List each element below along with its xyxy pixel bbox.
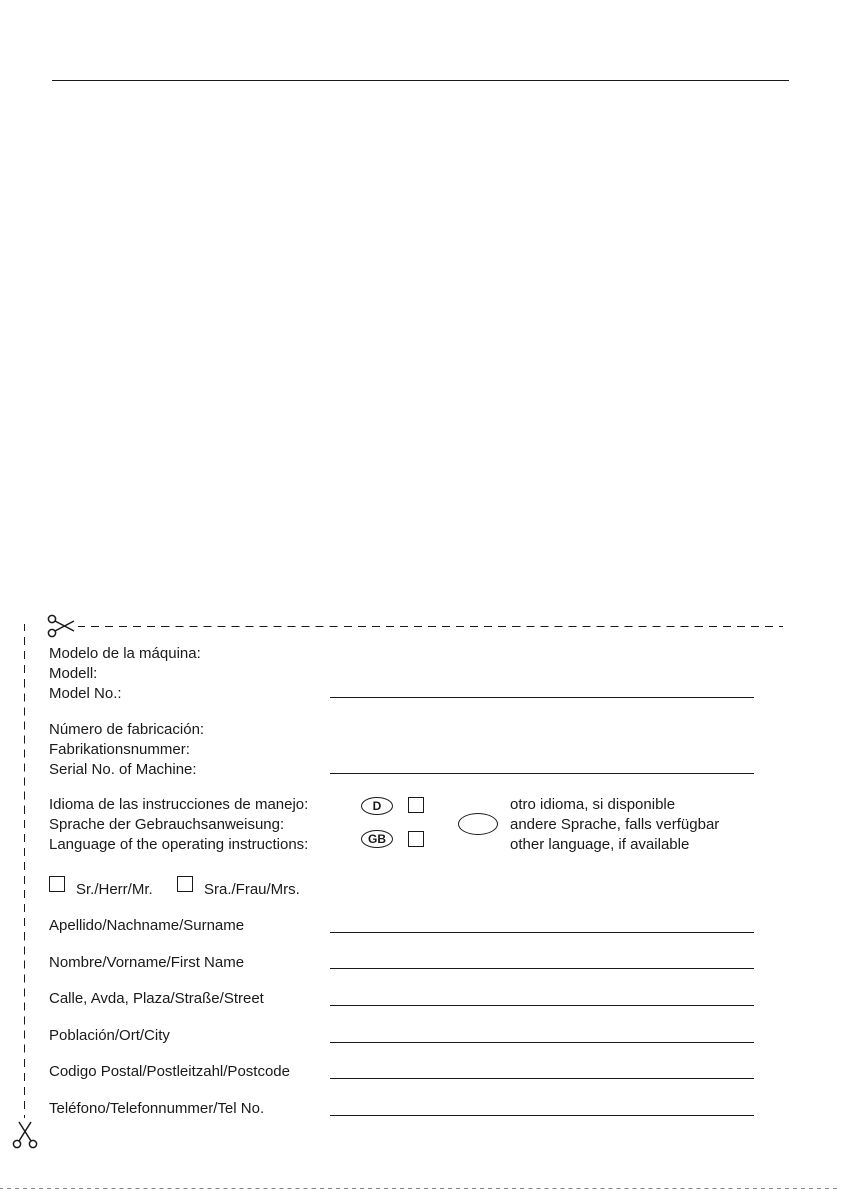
language-code-gb-badge: GB [361,830,393,848]
other-language-text-de: andere Sprache, falls verfügbar [510,816,720,833]
language-label-en: Language of the operating instructions: [49,836,309,853]
salutation-mrs-checkbox[interactable] [177,876,193,892]
serial-label-de: Fabrikationsnummer: [49,741,190,758]
model-label-en: Model No.: [49,685,122,702]
model-label-de: Modell: [49,665,98,682]
postcode-label: Codigo Postal/Postleitzahl/Postcode [49,1063,290,1080]
postcode-field-line[interactable] [330,1078,754,1079]
model-label-es: Modelo de la máquina: [49,645,201,662]
first-name-label: Nombre/Vorname/First Name [49,954,245,971]
top-divider [52,80,789,81]
street-field-line[interactable] [330,1005,754,1006]
phone-field-line[interactable] [330,1115,754,1116]
model-field-line[interactable] [330,697,754,698]
first-name-field-line[interactable] [330,968,754,969]
street-label: Calle, Avda, Plaza/Straße/Street [49,990,264,1007]
city-label: Población/Ort/City [49,1027,170,1044]
cut-line-horizontal [78,626,783,627]
bottom-edge-dashes [0,1188,841,1189]
serial-label-en: Serial No. of Machine: [49,761,197,778]
scissors-icon-vertical [12,1120,38,1150]
language-gb-checkbox[interactable] [408,831,424,847]
other-language-text-en: other language, if available [510,836,690,853]
salutation-mr-checkbox[interactable] [49,876,65,892]
phone-label: Teléfono/Telefonnummer/Tel No. [49,1100,265,1117]
language-label-de: Sprache der Gebrauchsanweisung: [49,816,285,833]
cut-line-vertical [24,624,25,1118]
salutation-mr-label: Sr./Herr/Mr. [76,881,153,898]
scissors-icon [46,614,76,638]
salutation-mrs-label: Sra./Frau/Mrs. [204,881,300,898]
language-de-checkbox[interactable] [408,797,424,813]
city-field-line[interactable] [330,1042,754,1043]
serial-label-es: Número de fabricación: [49,721,205,738]
surname-label: Apellido/Nachname/Surname [49,917,245,934]
other-language-text-es: otro idioma, si disponible [510,796,676,813]
language-label-es: Idioma de las instrucciones de manejo: [49,796,309,813]
language-code-de-badge: D [361,797,393,815]
surname-field-line[interactable] [330,932,754,933]
serial-field-line[interactable] [330,773,754,774]
other-language-field[interactable] [458,813,498,835]
